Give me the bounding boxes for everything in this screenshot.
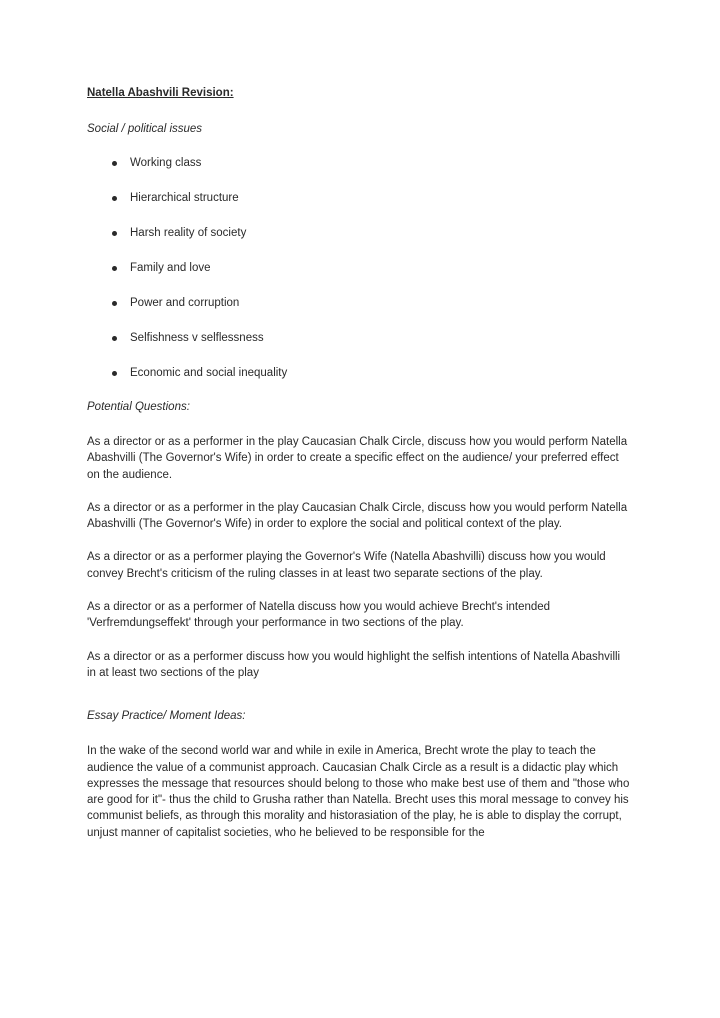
question-paragraph: As a director or as a performer playing the Governor's Wife (Natella Abashvilli) discuss how you would convey Brecht's criticism of the ruling classes in at least two separate sections of the play.	[87, 551, 606, 580]
list-item	[87, 156, 632, 170]
list-item-text: Harsh reality of society	[130, 227, 247, 239]
list-item-text: Working class	[130, 157, 202, 169]
list-item	[87, 261, 632, 275]
list-item	[87, 191, 632, 205]
bullet-icon	[112, 371, 117, 376]
bullet-icon	[112, 196, 117, 201]
list-item-text: Economic and social inequality	[130, 367, 288, 379]
question-paragraph: As a director or as a performer discuss how you would highlight the selfish intentions of Natella Abashvilli in at least two sections of the play	[87, 650, 621, 679]
issues-list	[87, 156, 632, 380]
list-item	[87, 366, 632, 380]
essay-paragraph: In the wake of the second world war and while in exile in America, Brecht wrote the play to teach the audience the value of a communist approach. Caucasian Chalk Circle as a result is a didactic play which expresses the message that resources should belong to those who make best use of them and "those who are good for it"- thus the child to Grusha rather than Natella. Brecht uses this moral message to convey his communist beliefs, as through this morality and historasiation of the play, he is able to display the corrupt, unjust manner of capitalist societies, who he believed to be responsible for the	[87, 745, 630, 839]
bullet-icon	[112, 336, 117, 341]
question-paragraph: As a director or as a performer in the play Caucasian Chalk Circle, discuss how you would perform Natella Abashvilli (The Governor's Wife) in order to explore the social and political context of the play.	[87, 501, 628, 531]
list-item	[87, 331, 632, 345]
list-item-text: Hierarchical structure	[130, 192, 239, 204]
question-paragraph: As a director or as a performer in the play Caucasian Chalk Circle, discuss how you would perform Natella Abashvilli (The Governor's Wife) in order to create a specific effect on the audience/ your preferred effect on the audience.	[87, 436, 628, 481]
question-paragraph: As a director or as a performer of Natella discuss how you would achieve Brecht's intended 'Verfremdungseffekt' through your performance in two sections of the play.	[87, 601, 551, 630]
bullet-icon	[112, 231, 117, 236]
bullet-icon	[112, 266, 117, 271]
document-title: Natella Abashvili Revision:	[87, 87, 234, 99]
list-item	[87, 296, 632, 310]
bullet-icon	[112, 301, 117, 306]
document-body	[87, 86, 632, 858]
list-item-text: Selfishness v selflessness	[130, 332, 264, 344]
list-item-text: Family and love	[130, 262, 211, 274]
issues-heading: Social / political issues	[87, 123, 203, 135]
questions-heading: Potential Questions:	[87, 401, 190, 413]
list-item	[87, 226, 632, 240]
bullet-icon	[112, 161, 117, 166]
list-item-text: Power and corruption	[130, 297, 240, 309]
essay-heading: Essay Practice/ Moment Ideas:	[87, 710, 246, 723]
